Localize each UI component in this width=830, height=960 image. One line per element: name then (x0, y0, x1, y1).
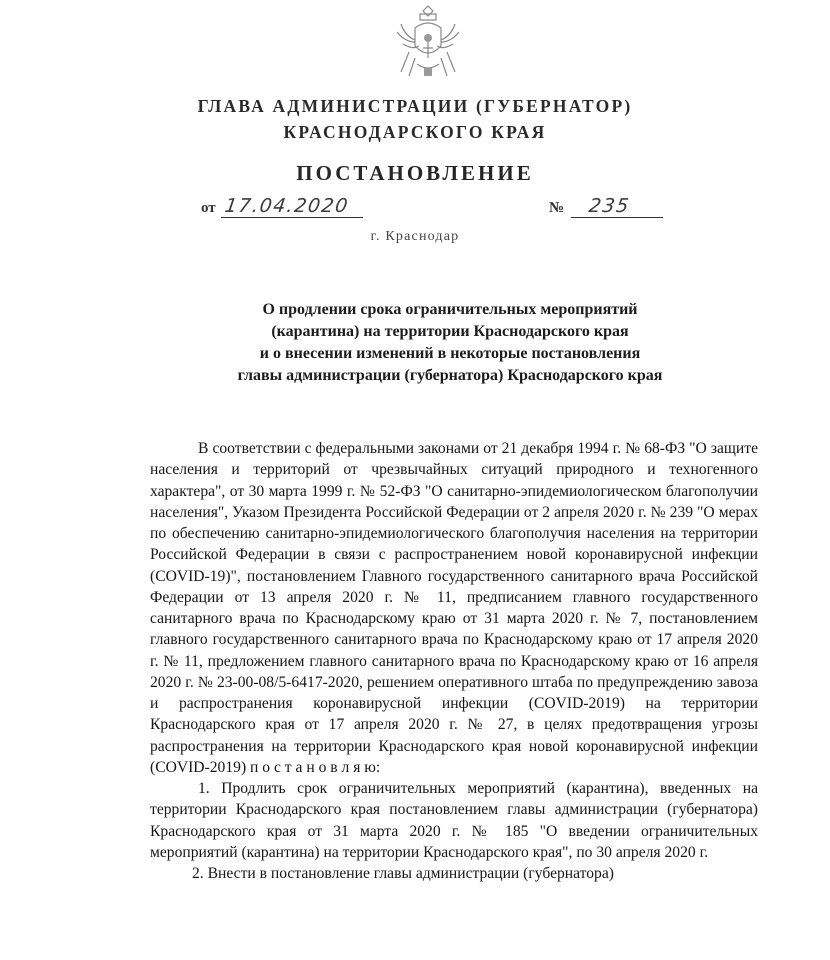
handwritten-number: 235 (587, 195, 632, 217)
preamble-paragraph: В соответствии с федеральными законами от 21 декабря 1994 г. № 68-ФЗ "О защите населения и территорий от чрезвычайных ситуаций природного и техногенного характера", от 30 марта 1999 г. № 52-ФЗ "О санитарно-эпидемиологическом благополучии населения", Указом Президента Российской Федерации от 2 апреля 2020 г. № 239 "О мерах по обеспечению санитарно-эпидемиологического благополучия населения на территории Российской Федерации в связи с распространением новой коронавирусной инфекции (COVID-19)", постановлением Главного государственного санитарного врача Российской Федерации от 13 апреля 2020 г. № 11, предписанием главного государственного санитарного врача по Краснодарскому краю от 31 марта 2020 г. № 7, постановлением главного государственного санитарного врача по Краснодарскому краю от 17 апреля 2020 г. № 11, предложением главного санитарного врача по Краснодарскому краю от 16 апреля 2020 г. № 23-00-08/5-6417-2020, решением оперативного штаба по предупреждению завоза и распространения коронавирусной инфекции (COVID-2019) на территории Краснодарского края от 17 апреля 2020 г. № 27, в целях предотвращения угрозы распространения на территории Краснодарского края новой коронавирусной инфекции (COVID-2019) п о с т а н о в л я ю: (150, 440, 758, 776)
authority-title-line-1: ГЛАВА АДМИНИСТРАЦИИ (ГУБЕРНАТОР) (197, 96, 633, 116)
document-number (549, 195, 632, 221)
resolution-title-line-1: О продлении срока ограничительных мероприятий (262, 301, 638, 318)
resolution-body (150, 438, 758, 884)
resolution-title-line-3: и о внесении изменений в некоторые постановления (259, 345, 641, 362)
date-label: от (201, 200, 216, 216)
item-2-paragraph: 2. Внести в постановление главы администрации (губернатора) (192, 865, 614, 882)
resolution-title-line-2: (карантина) на территории Краснодарского края (271, 323, 629, 340)
resolution-title-line-4: главы администрации (губернатора) Краснодарского края (237, 367, 663, 384)
number-label: № (549, 200, 565, 216)
document-type: ПОСТАНОВЛЕНИЕ (296, 161, 534, 185)
coat-of-arms-emblem (393, 2, 463, 82)
item-1-paragraph: 1. Продлить срок ограничительных мероприятий (карантина), введенных на территории Краснодарского края постановлением главы администрации (губернатора) Краснодарского края от 31 марта 2020 г. № 185 "О введении ограничительных мероприятий (карантина) на территории Краснодарского края", по 30 апреля 2020 г. (150, 780, 758, 861)
document-date (201, 195, 351, 221)
city-of-issue: г. Краснодар (370, 229, 460, 244)
authority-title-line-2: КРАСНОДАРСКОГО КРАЯ (283, 122, 547, 142)
handwritten-date: 17.04.2020 (223, 195, 351, 217)
